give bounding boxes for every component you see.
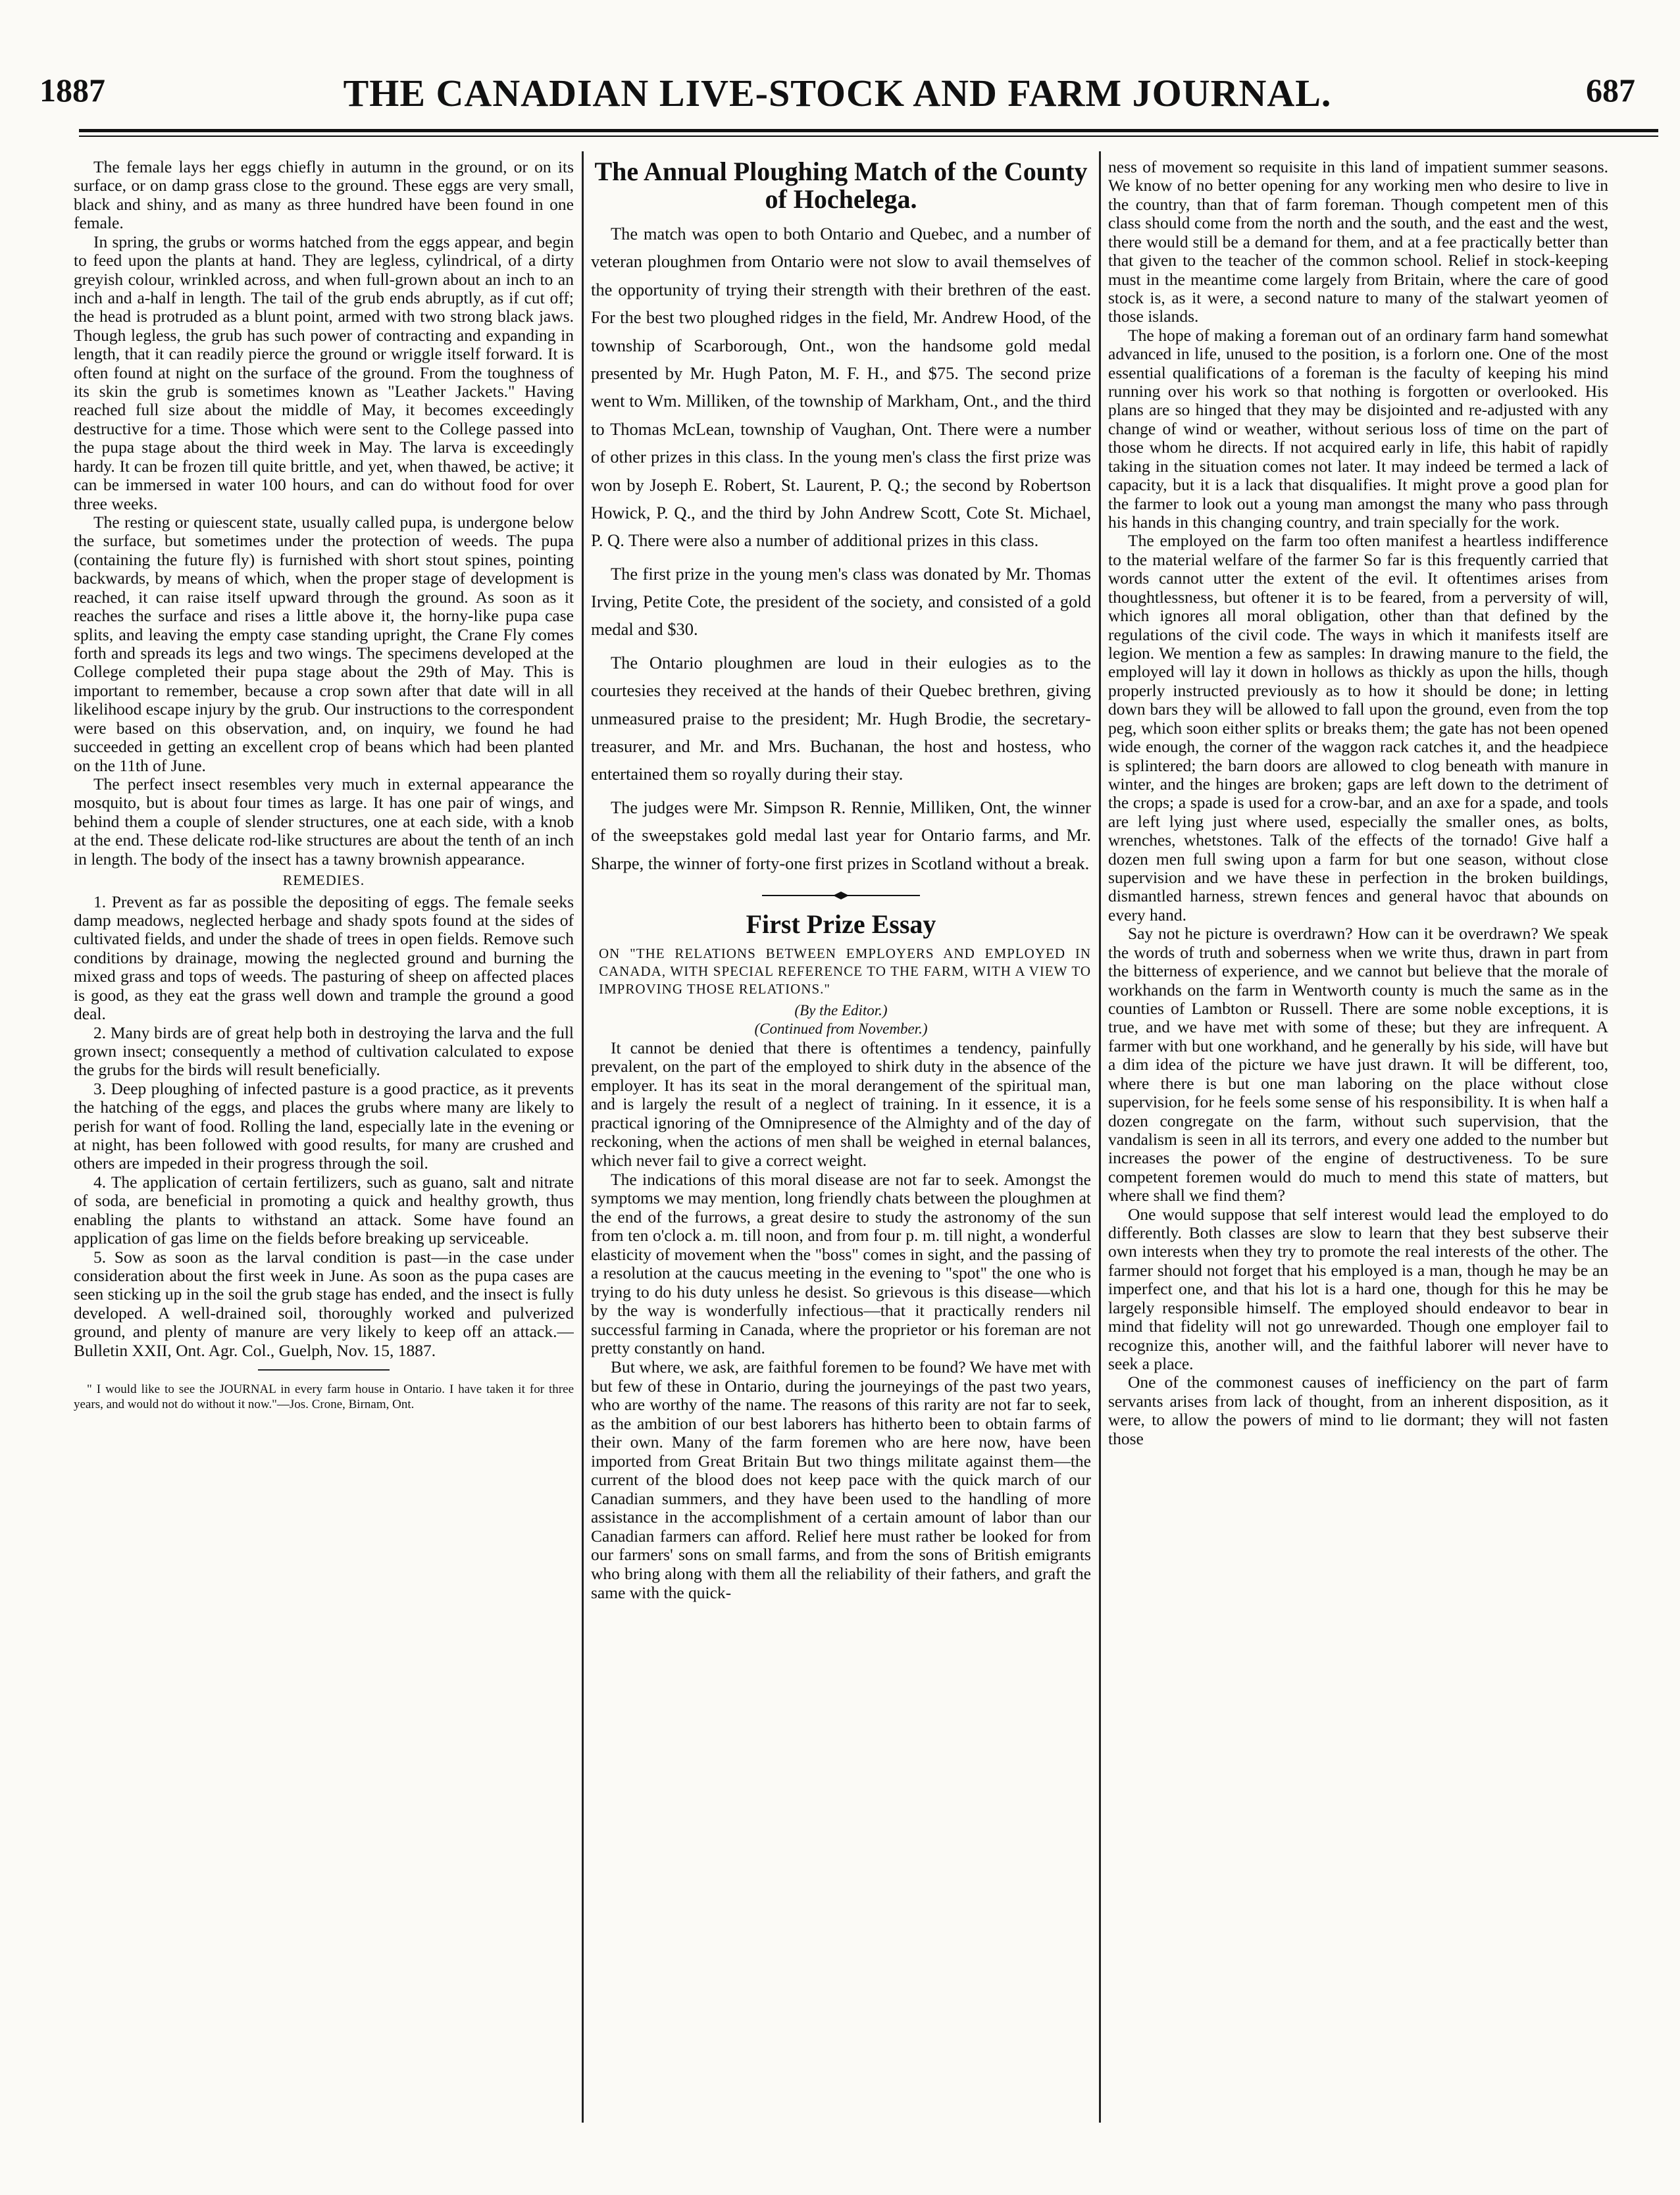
ornament-rule-icon [762,891,920,900]
column-divider [1099,151,1101,2123]
continued-note: (Continued from November.) [754,1021,928,1038]
header-rule-thick [79,129,1658,132]
column-1 [74,158,574,2119]
paragraph: One of the commonest causes of inefficiency on the part of farm servants arises from lack of thought, from an inherent disposition, as it were, to allow the powers of mind to lie dormant; they will not fasten those [1108,1373,1608,1448]
remedy-item: 2. Many birds are of great help both in destroying the larva and the full grown insect; consequently a method of cultivation calculated to expose the grubs for the birds will result beneficially. [74,1022,574,1080]
remedy-item: 1. Prevent as far as possible the depositing of eggs. The female seeks damp meadows, neglected herbage and shady spots found at the sides of cultivated fields, and under the shade of trees in open fields. Remove such conditions by drainage, mowing the neglected ground and burning the mixed grass and tops of weeds. The pasturing of sheep on affected places is good, as they eat the grass well down and trample the ground a good deal. [74,892,574,1024]
paragraph: The resting or quiescent state, usually called pupa, is undergone below the surface, but sometimes under the protection of weeds. The pupa (containing the future fly) is furnished with short stout spines, pointing backwards, by means of which, when the proper stage of development is reached, it can raise itself upward through the ground. As soon as it reaches the surface and rises a little above it, the horny-like pupa case splits, and leaving the empty case standing upright, the Crane Fly comes forth and spreads its legs and two wings. The specimens developed at the College completed their pupa stage about the 29th of May. This is important to remember, because a crop sown after that date will in all likelihood escape injury by the grub. Our instructions to the correspondent were based on this observation, and, on inquiry, we found he had succeeded in getting an excellent crop of beans which had been planted on the 11th of June. [74,513,574,775]
footnote [74,1382,574,1413]
paragraph: The hope of making a foreman out of an ordinary farm hand somewhat advanced in life, unused to the position, is a forlorn one. One of the most essential qualifications of a foreman is the faculty of keeping his mind running over his work so that nothing is forgotten or overlooked. His plans are so hinged that they may be disjointed and re-adjusted with any change of wind or weather, without serious loss of time on the part of those whom he directs. If not acquired early in life, this habit of rapidly taking in the situation comes not later. It may indeed be termed a lack of capacity, but it is a lack that disqualifies. It might prove a good plan for the farmer to look out a young man amongst the many who pass through his hands in this changing country, and train specially for the work. [1108,325,1608,532]
header-rule-thin [79,136,1658,137]
paragraph: But where, we ask, are faithful foremen to be found? We have met with but few of these in Ontario, during the journeyings of the past two years, who are worthy of the name. The reasons of this rarity are not far to seek, as the ambition of our best laborers has hitherto been to obtain farms of their own. Many of the farm foremen who are here now, have been imported from Great Britain But two things militate against them—the current of the blood does not keep pace with the quick march of our Canadian summers, and they have been used to the handling of more assistance in the accomplishment of a certain amount of labor than our Canadian farmers can afford. Relief here must rather be looked for from our farmers' sons on small farms, and from the sons of British emigrants who bring along with them all the reliability of their fathers, and graft the same with the quick- [591,1357,1091,1602]
page-number: 687 [1586,72,1635,109]
remedy-item: 3. Deep ploughing of infected pasture is a good practice, as it prevents the hatching of the eggs, and places the grubs where many are likely to perish for want of food. Rolling the land, especially late in the evening or at night, has been followed with good results, for many are crushed and others are impeded in their progress through the soil. [74,1078,574,1173]
page-header [39,71,1635,124]
header-year: 1887 [39,72,105,109]
remedy-item: 4. The application of certain fertilizers, such as guano, salt and nitrate of soda, are beneficial in promoting a quick and healthy growth, thus enabling the plants to withstand an attack. Some have found an application of gas lime on the fields before breaking up serviceable. [74,1172,574,1248]
paragraph: In spring, the grubs or worms hatched from the eggs appear, and begin to feed upon the plants at hand. They are legless, cylindrical, of a dirty greyish colour, wrinkled across, and when full-grown about an inch to an inch and a-half in length. The tail of the grub ends abruptly, as if cut off; the head is protruded as a blunt point, armed with two strong black jaws. Though legless, the grub has such power of contracting and expanding in length, that it can readily pierce the ground or wriggle itself forward. It is often found at night on the surface of the ground. From the toughness of its skin the grub is sometimes known as "Leather Jackets." Having reached full size about the middle of May, it becomes exceedingly destructive for a time. Those which were sent to the College passed into the pupa stage about the third week in May. The larva is exceedingly hardy. It can be frozen till quite brittle, and yet, when thawed, be active; it can be immersed in water 100 hours, and can do without food for over three weeks. [74,232,574,513]
paragraph: The indications of this moral disease are not far to seek. Amongst the symptoms we may mention, long friendly chats between the ploughmen at the end of the furrows, a great desire to study the astronomy of the sun from ten o'clock a. m. till noon, and from four p. m. till night, a wonderful elasticity of movement when the "boss" comes in sight, and the passing of a resolution at the caucus meeting in the evening to "spot" the one who is trying to do his duty unless he desist. So grievous is this disease—which by the way is wonderfully infectious—that it practically renders nil successful farming in Canada, where the proprietor or his foreman are not pretty constantly on hand. [591,1169,1091,1358]
column-3 [1108,158,1608,2119]
essay-title: First Prize Essay [746,909,936,939]
paragraph: The match was open to both Ontario and Quebec, and a number of veteran ploughmen from Ontario were not slow to avail themselves of the opportunity of trying their strength with their brethren of the east. For the best two ploughed ridges in the field, Mr. Andrew Hood, of the township of Scarborough, Ont., won the handsome gold medal presented by Mr. Hugh Paton, M. F. H., and $75. The second prize went to Wm. Milliken, of the township of Markham, Ont., and the third to Thomas McLean, township of Vaughan, Ont. There were a number of other prizes in this class. In the young men's class the first prize was won by Joseph E. Robert, St. Laurent, P. Q.; the second by Robertson Howick, P. Q., and the third by John Andrew Scott, Cote St. Michael, P. Q. There were also a number of additional prizes in this class. [591,224,1091,551]
paragraph: ness of movement so requisite in this land of impatient summer seasons. We know of no better opening for any working men who desire to live in the country, than that of farm foreman. Though competent men of this class should come from the north and the south, and the east and the west, there would still be a demand for them, and at a fee practically better than that given to the teacher of the common school. Relief in stock-keeping must in the meantime come largely from Britain, where the care of good stock is, as it were, a second nature to many of the stalwart yeomen of those islands. [1108,158,1608,326]
byline: (By the Editor.) [794,1002,888,1019]
essay-subtitle: ON "THE RELATIONS BETWEEN EMPLOYERS AND EMPLOYED IN CANADA, WITH SPECIAL REFERENCE TO THE FARM, WITH A VIEW TO IMPROVING THOSE RELATIONS." [599,945,1091,997]
paragraph: The judges were Mr. Simpson R. Rennie, Milliken, Ont, the winner of the sweepstakes gold medal last year for Ontario farms, and Mr. Sharpe, the winner of forty-one first prizes in Scotland without a break. [591,797,1091,873]
essay-body [591,1039,1091,1602]
remedies-heading: REMEDIES. [282,872,365,889]
article-title: The Annual Ploughing Match of the County of Hochelega. [594,158,1088,214]
paragraph: The employed on the farm too often manifest a heartless indifference to the material welfare of the farmer So far is this frequently carried that words cannot utter the extent of the evil. It oftentimes arises from thoughtlessness, but oftener it is to be feared, from a perversity of will, which ignores all moral obligation, other than that defined by the regulations of the civil code. The ways in which it manifests itself are legion. We mention a few as samples: In drawing manure to the field, the employed will lay it down in hollows as thickly as upon the hills, though properly instructed previously as to how it should be done; in letting down bars they will be allowed to fall upon the ground, even from the top peg, which soon either splits or breaks them; the gate has not been opened wide enough, the corner of the waggon rack catches it, and the headpiece is splintered; the barn doors are allowed to clog beneath with manure in winter, and the hinges are broken; gaps are left down to the detriment of the crops; a spade is used for a crow-bar, and an axe for a spade, and tools are left lying just where used, especially the smaller ones, as bolts, wrenches, whetstones. Talk of the effects of the tornado! Give half a dozen men full swing upon a farm for but one season, without close supervision and we have these in perfection in the broken buildings, dismantled harness, strewn fences and general havoc that abounds on every hand. [1108,531,1608,924]
paragraph: The Ontario ploughmen are loud in their eulogies as to the courtesies they received at the hands of their Quebec brethren, giving unmeasured praise to the president; Mr. Hugh Brodie, the secretary-treasurer, and Mr. and Mrs. Buchanan, the host and hostess, who entertained them so royally during their stay. [591,652,1091,784]
ornament-divider [591,888,1091,904]
column-2 [591,158,1091,2119]
separator-rule [258,1369,390,1371]
paragraph: One would suppose that self interest would lead the employed to do differently. Both classes are slow to learn that they best subserve their own interests when they try to promote the real interests of the other. The farmer should not forget that his employed is a man, though he may be an imperfect one, and that his lot is a hard one, though for this he may be largely responsible himself. The employed should endeavor to bear in mind that fidelity will not go unrewarded. Though one employer fail to recognize this, another will, and the faithful laborer will never have to seek a place. [1108,1204,1608,1373]
paragraph: The perfect insect resembles very much in external appearance the mosquito, but is about four times as large. It has one pair of wings, and behind them a couple of slender structures, one at each side, with a knob at the end. These delicate rod-like structures are about the tenth of an inch in length. The body of the insect has a tawny brownish appearance. [74,774,574,869]
article-body [591,220,1091,877]
column-divider [582,151,584,2123]
masthead-title: THE CANADIAN LIVE-STOCK AND FARM JOURNAL. [343,72,1332,114]
paragraph: The female lays her eggs chiefly in autumn in the ground, or on its surface, or on damp grass close to the ground. These eggs are very small, black and shiny, and as many as three hundred have been found in one female. [74,158,574,233]
footnote-text: " I would like to see the JOURNAL in every farm house in Ontario. I have taken it for three years, and would not do without it now."—Jos. Crone, Birnam, Ont. [74,1382,574,1411]
remedy-item: 5. Sow as soon as the larval condition is past—in the case under consideration about the first week in June. As soon as the pupa cases are seen sticking up in the soil the grub stage has ended, and the insect is fully developed. A well-drained soil, thoroughly worked and pulverized ground, and plenty of manure are very likely to keep off an attack.—Bulletin XXII, Ont. Agr. Col., Guelph, Nov. 15, 1887. [74,1247,574,1360]
paragraph: The first prize in the young men's class was donated by Mr. Thomas Irving, Petite Cote, the president of the society, and consisted of a gold medal and $30. [591,563,1091,640]
paragraph: It cannot be denied that there is oftentimes a tendency, painfully prevalent, on the part of the employed to shirk duty in the absence of the employer. It has its seat in the moral derangement of the spiritual man, and is largely the result of a neglect of training. In it essence, it is a practical ignoring of the Omnipresence of the Almighty and of the day of reckoning, when the actions of men shall be weighed in eternal balances, which never fail to give a correct weight. [591,1038,1091,1170]
paragraph: Say not he picture is overdrawn? How can it be overdrawn? We speak the words of truth and soberness when we write thus, drawn in part from the bitterness of experience, and we cannot but believe that the morale of workhands on the farm in Wentworth county is much the same as in the counties of Lambton or Russell. There are some noble exceptions, it is true, and we have met with some of these; but they are infrequent. A farmer with but one workhand, and he generally by his side, will have but a dim idea of the picture we have just drawn. It will be different, too, where there is but one man laboring on the place without close supervision, for he feels some sense of his responsibility. It is when half a dozen congregate on the farm, without such supervision, that the vandalism is seen in all its terrors, and every one added to the number but increases the power of the engine of destructiveness. To be sure competent foremen would do much to mend this state of matters, but where shall we find them? [1108,924,1608,1205]
